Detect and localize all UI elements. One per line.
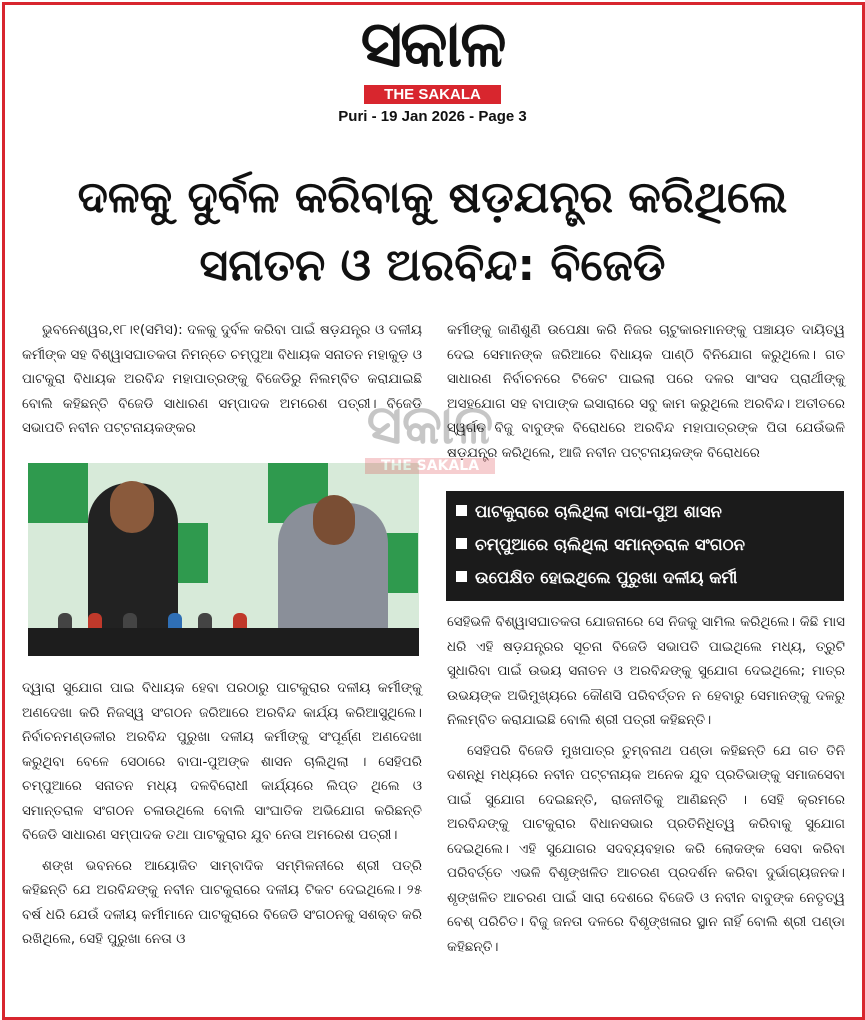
highlight-text: ଚମ୍ପୁଆରେ ଚାଲିଥିଲା ସମାନ୍ତରାଳ ସଂଗଠନ [475,535,745,554]
bullet-square-icon [456,571,467,582]
headline-line-2: ସନାତନ ଓ ଅରବିନ୍ଦ: ବିଜେଡି [199,240,666,291]
article-column-1-bottom [22,676,422,1006]
edition-line: Puri - 19 Jan 2026 - Page 3 [338,108,527,125]
highlight-text: ପାଟକୁରାରେ ଚାଲିଥିଲା ବାପା-ପୁଅ ଶାସନ [475,502,722,521]
speaker-head [313,495,355,545]
highlight-item [446,561,844,594]
article-paragraph: କର୍ମୀଙ୍କୁ ଜାଣିଶୁଣି ଉପେକ୍ଷା କରି ନିଜର ଚାଟୁକାରମାନଙ୍କୁ ପଞ୍ଚାୟତ ଦାୟିତ୍ୱ ଦେଇ ସେମାନଙ୍କ ଜରିଆରେ ବିଧାୟକ ପାଣ୍ଠି ବିନିଯୋଗ କରୁଥିଲେ। ଗତ ସାଧାରଣ ନିର୍ବାଚନରେ ଟିକେଟ ପାଇଲା ପରେ ଦଳର ସାଂସଦ ପ୍ରାର୍ଥୀଙ୍କୁ ଅସହଯୋଗ ସହ ବାପାଙ୍କ ଇସାରାରେ ସବୁ କାମ କରୁଥିଲେ ଅରବିନ୍ଦ। ଅତୀତରେ ସ୍ୱର୍ଗତ ବିଜୁ ବାବୁଙ୍କ ବିରୋଧରେ ଅରବିନ୍ଦ ମହାପାତ୍ରଙ୍କ ପିତା ଯେଉଁଭଳି ଷଡ଼ଯନ୍ତ୍ର କରିଥିଲେ, ଆଜି ନବୀନ ପଟ୍ଟନାୟକଙ୍କ ବିରୋଧରେ [447,322,845,461]
highlight-item [446,528,844,561]
masthead [0,6,865,125]
article-paragraph: ସେହିଭଳି ବିଶ୍ୱାସଘାତକତା ଯୋଜନାରେ ସେ ନିଜକୁ ସାମିଲ କରିଥିଲେ। କିଛି ମାସ ଧରି ଏହି ଷଡ଼ଯନ୍ତ୍ରର ସୂଚନା ବିଜେଡି ସଭାପତି ପାଇଥିଲେ ମଧ୍ୟ, ତ୍ରୁଟି ସୁଧାରିବା ପାଇଁ ଉଭୟ ସନାତନ ଓ ଅରବିନ୍ଦଙ୍କୁ ସୁଯୋଗ ଦେଇଥିଲେ; ମାତ୍ର ଉଭୟଙ୍କ ଅଭିମୁଖ୍ୟରେ କୌଣସି ପରିବର୍ତ୍ତନ ନ ହେବାରୁ ସେମାନଙ୍କୁ ଦଳରୁ ନିଲମ୍ବିତ କରାଯାଇଛି ବୋଲି ଶ୍ରୀ ପତ୍ରୀ କହିଛନ୍ତି। [447,614,845,728]
press-conference-photo [28,463,419,656]
highlight-text: ଉପେକ୍ଷିତ ହୋଇଥିଲେ ପୁରୁଖା ଦଳୀୟ କର୍ମୀ [475,568,738,587]
bullet-square-icon [456,538,467,549]
bullet-square-icon [456,505,467,516]
highlights-box [446,491,844,601]
article-paragraph: ଦ୍ୱାରା ସୁଯୋଗ ପାଇ ବିଧାୟକ ହେବା ପରଠାରୁ ପାଟକୁରାର ଦଳୀୟ କର୍ମୀଙ୍କୁ ଅଣଦେଖା କରି ନିଜସ୍ୱ ସଂଗଠନ ଜରିଆରେ ଅରବିନ୍ଦ କାର୍ଯ୍ୟ କରିଆସୁଥିଲେ। ନିର୍ବାଚନମଣ୍ଡଳୀର ଅରବିନ୍ଦ ପୁରୁଖା ଦଳୀୟ କର୍ମୀଙ୍କୁ ସଂପୂର୍ଣ୍ଣ ଅଣଦେଖା କରୁଥିବା ବେଳେ ସେଠାରେ ବାପା-ପୁଅଙ୍କ ଶାସନ ଚାଲିଥିଲା । ସେହିପରି ଚମ୍ପୁଆରେ ସନାତନ ମଧ୍ୟ ଦଳବିରୋଧୀ କାର୍ଯ୍ୟରେ ଲିପ୍ତ ଥିଲେ ଓ ସମାନ୍ତରାଳ ସଂଗଠନ ଚଳାଉଥିଲେ ବୋଲି ସାଂଘାତିକ ଅଭିଯୋଗ କରିଛନ୍ତି ବିଜେଡି ସାଧାରଣ ସମ୍ପାଦକ ତଥା ପାଟକୁରାର ଯୁବ ନେତା ଅମରେଶ ପତ୍ରୀ। [22,680,422,843]
watermark-text: ସକାଳ [366,393,494,456]
article-paragraph: ଭୁବନେଶ୍ୱର,୧୮।୧(ସମିସ): ଦଳକୁ ଦୁର୍ବଳ କରିବା ପାଇଁ ଷଡ଼ଯନ୍ତ୍ର ଓ ଦଳୀୟ କର୍ମୀଙ୍କ ସହ ବିଶ୍ୱାସଘାତକତା ନିମନ୍ତେ ଚମ୍ପୁଆ ବିଧାୟକ ସନାତନ ମହାକୁଡ଼ ଓ ପାଟକୁରା ବିଧାୟକ ଅରବିନ୍ଦ ମହାପାତ୍ରଙ୍କୁ ବିଜେଡିରୁ ନିଲମ୍ବିତ କରାଯାଇଛି ବୋଲି କହିଛନ୍ତି ବିଜେଡି ସାଧାରଣ ସମ୍ପାଦକ ଅମରେଶ ପତ୍ରୀ। ବିଜେଡି ସଭାପତି ନବୀନ ପଟ୍ଟନାୟକଙ୍କର [22,322,422,436]
article-paragraph: ସେହିପରି ବିଜେଡି ମୁଖପାତ୍ର ତୁମ୍ବନାଥ ପଣ୍ଡା କହିଛନ୍ତି ଯେ ଗତ ତିନି ଦଶନ୍ଧି ମଧ୍ୟରେ ନବୀନ ପଟ୍ଟନାୟକ ଅନେକ ଯୁବ ପ୍ରତିଭାଙ୍କୁ ସମାଜସେବା ପାଇଁ ସୁଯୋଗ ଦେଇଛନ୍ତି, ରାଜନୀତିକୁ ଆଣିଛନ୍ତି । ସେହି କ୍ରମରେ ଅରବିନ୍ଦଙ୍କୁ ପାଟକୁରାର ବିଧାନସଭାର ପ୍ରତିନିଧିତ୍ୱ କରିବାକୁ ସୁଯୋଗ ଦେଇଥିଲେ। ଏହି ସୁଯୋଗର ସଦବ୍ୟବହାର କରି ଲୋକଙ୍କ ସେବା କରିବା ପରିବର୍ତ୍ତେ ଏଭଳି ବିଶୃଙ୍ଖଳିତ ଆଚରଣ ପ୍ରଦର୍ଶନ କରିବା ଦୁର୍ଭାଗ୍ୟଜନକ। ଶୃଙ୍ଖଳିତ ଆଚରଣ ପାଇଁ ସାରା ଦେଶରେ ବିଜେଡି ଓ ନବୀନ ବାବୁଙ୍କ ନେତୃତ୍ୱ ବେଶ୍ ପରିଚିତ। ବିଜୁ ଜନତା ଦଳରେ ବିଶୃଙ୍ଖଳାର ସ୍ଥାନ ନାହିଁ ବୋଲି ଶ୍ରୀ ପଣ୍ଡା କହିଛନ୍ତି। [447,742,845,955]
logo-band: THE SAKALA [364,85,501,104]
article-column-2-bottom [447,610,845,1006]
speaker-head [110,481,154,533]
headline-line-1: ଦଳକୁ ଦୁର୍ବଳ କରିବାକୁ ଷଡ଼ଯନ୍ତ୍ର କରିଥିଲେ [77,172,788,223]
backdrop-panel [28,463,88,523]
article-paragraph: ଶଙ୍ଖ ଭବନରେ ଆୟୋଜିତ ସାମ୍ବାଦିକ ସମ୍ମିଳନୀରେ ଶ୍ରୀ ପତ୍ରି କହିଛନ୍ତି ଯେ ଅରବିନ୍ଦଙ୍କୁ ନବୀନ ପାଟକୁରାରେ ଦଳୀୟ ଟିକଟ ଦେଇଥିଲେ। ୨୫ ବର୍ଷ ଧରି ଯେଉଁ ଦଳୀୟ କର୍ମୀମାନେ ପାଟକୁରାରେ ବିଜେଡି ସଂଗଠନକୁ ସଶକ୍ତ କରି ରଖିଥିଲେ, ସେହି ପୁରୁଖା ନେତା ଓ [22,857,422,947]
highlight-item [446,495,844,528]
article-column-1-top [22,318,422,441]
press-table [28,628,419,656]
watermark-band: THE SAKALA [365,458,495,474]
article-column-2-top [447,318,845,461]
newspaper-logo: ସକାଳ [360,8,505,82]
